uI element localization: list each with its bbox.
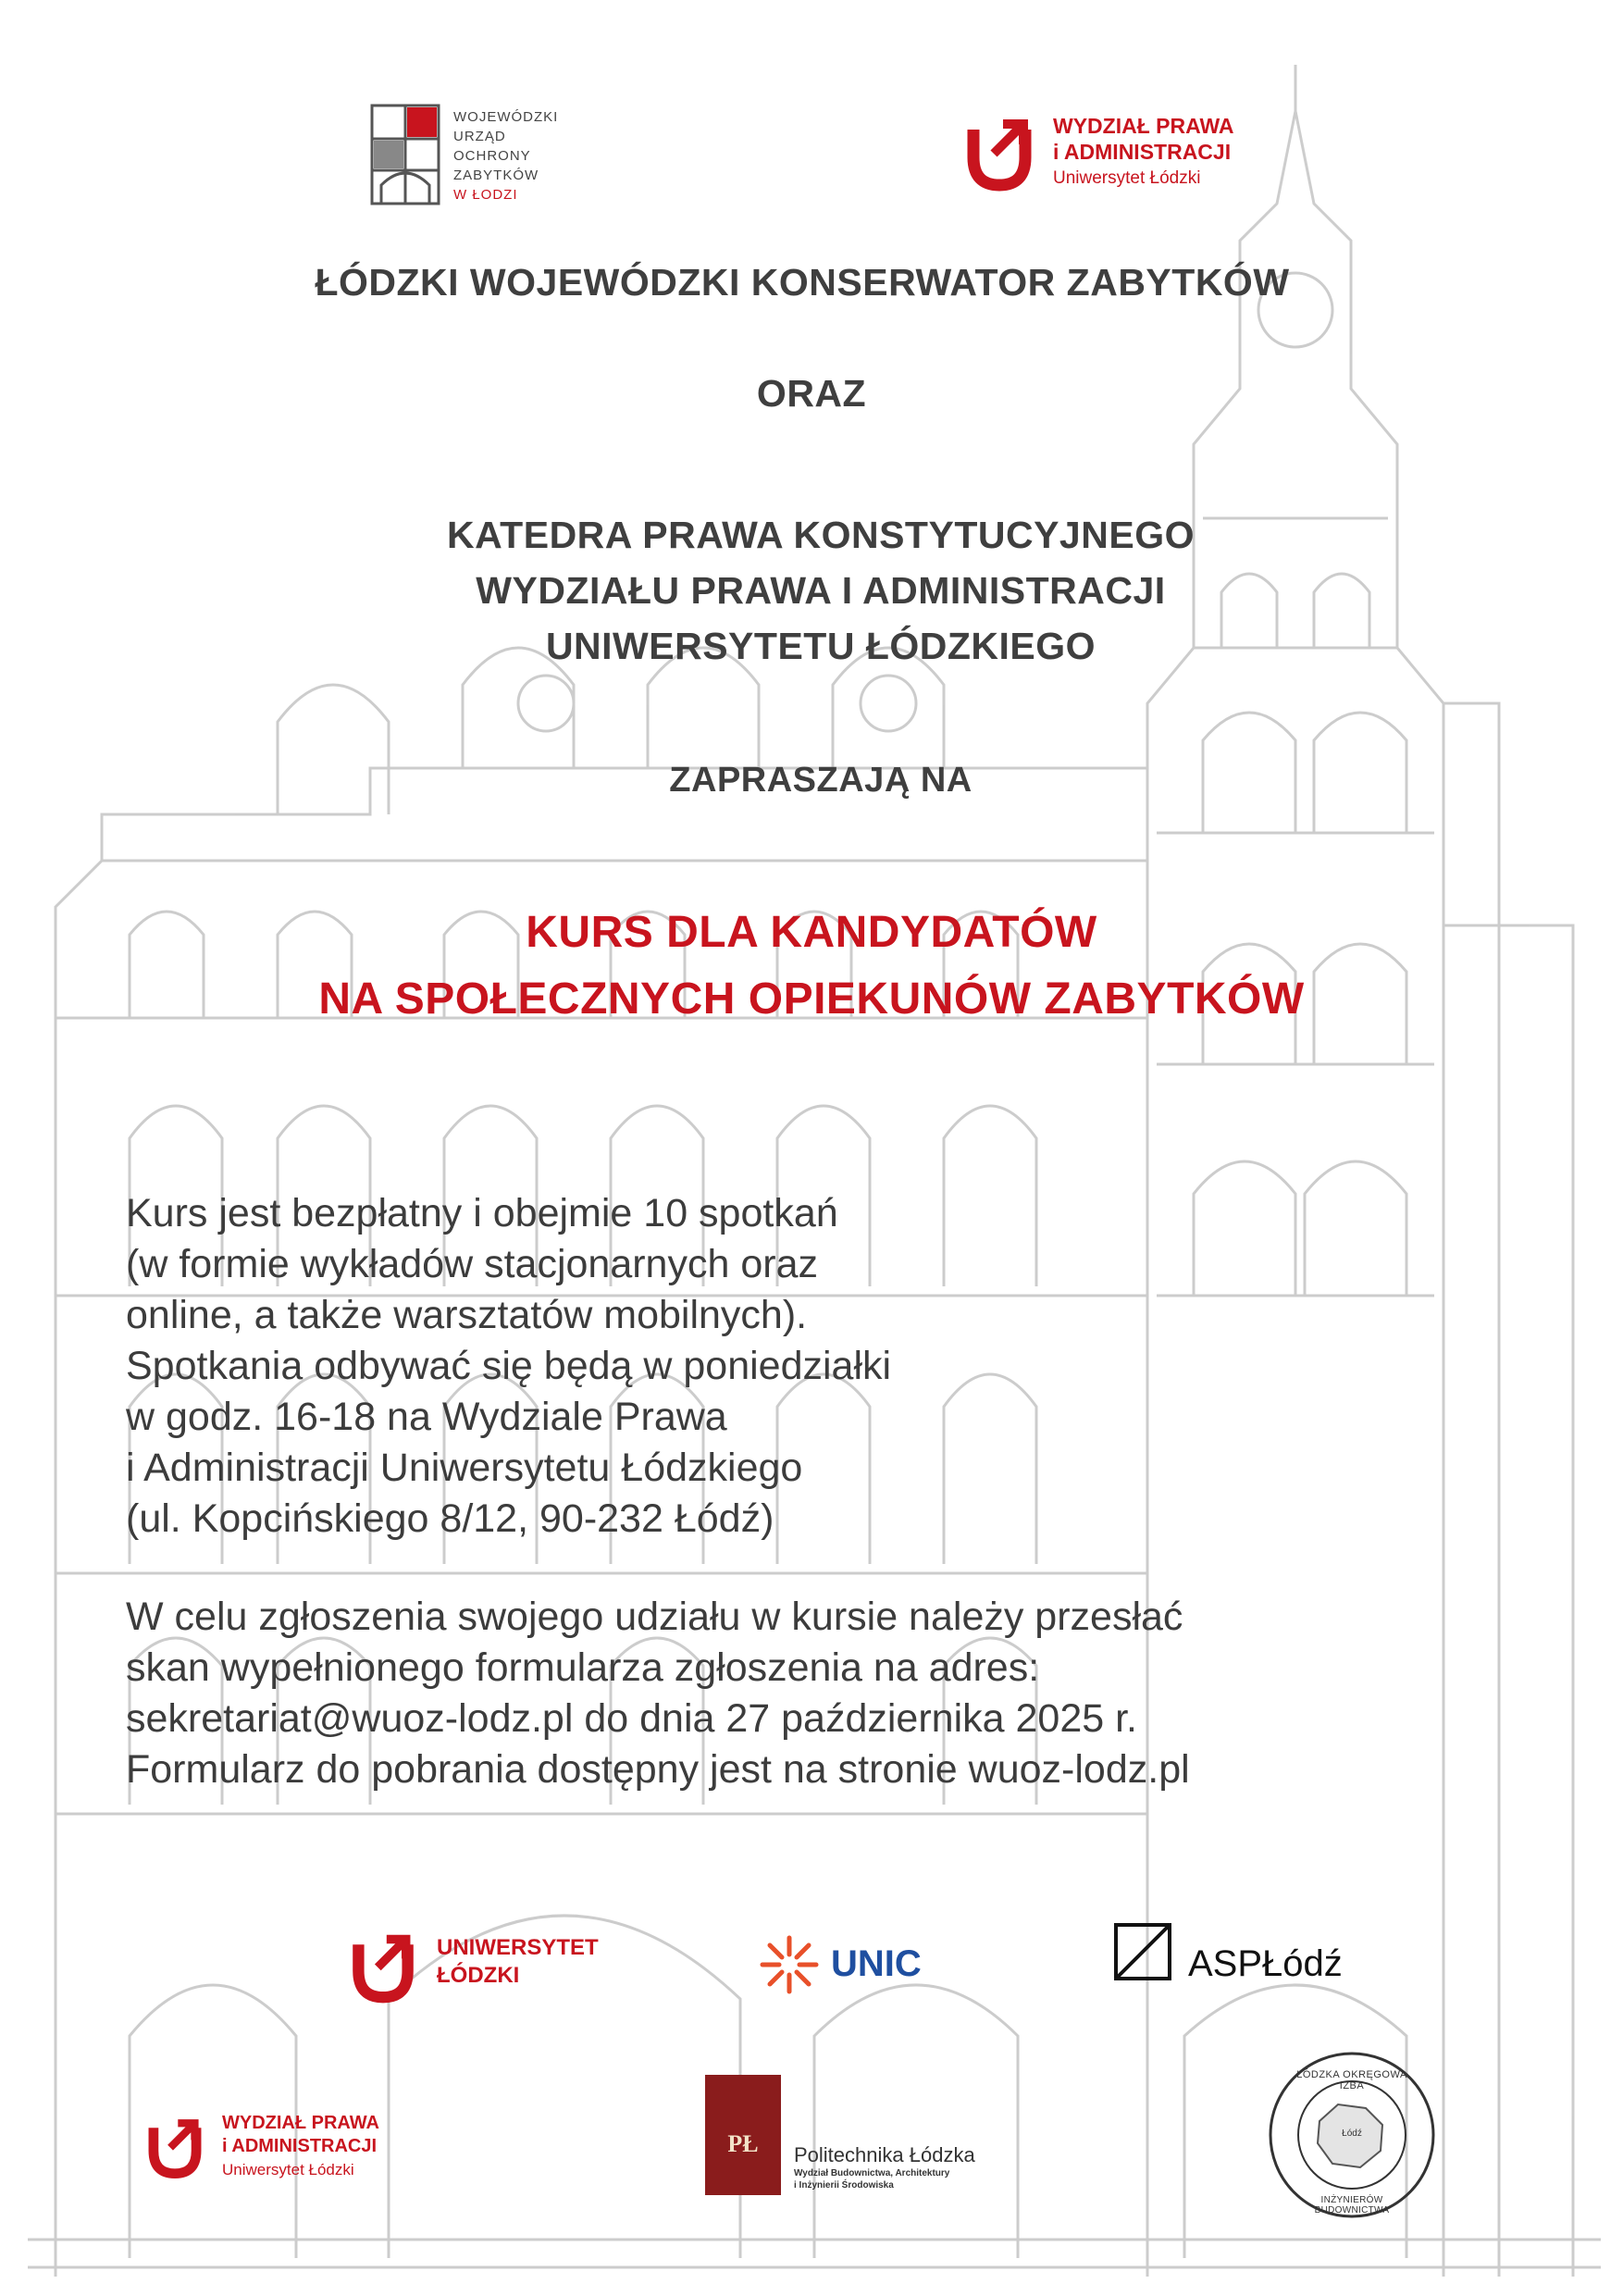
course-title — [0, 900, 1623, 1033]
unic-logo — [759, 1934, 944, 1999]
details-line: i Administracji Uniwersytetu Łódzkiego — [126, 1446, 803, 1490]
registration-line: W celu zgłoszenia swojego udziału w kursie należy przesłać — [126, 1595, 1183, 1639]
organizer-1: ŁÓDZKI WOJEWÓDZKI KONSERWATOR ZABYTKÓW — [315, 261, 1290, 304]
organizer-2-line: KATEDRA PRAWA KONSTYTUCYJNEGO — [447, 514, 1195, 556]
details-line: Spotkania odbywać się będą w poniedziałki — [126, 1344, 892, 1388]
invite-text: ZAPRASZAJĄ NA — [669, 761, 973, 800]
organizer-2-line: UNIWERSYTETU ŁÓDZKIEGO — [545, 625, 1096, 667]
unic-label: UNIC — [831, 1943, 922, 1984]
course-title-line: NA SPOŁECZNYCH OPIEKUNÓW ZABYTKÓW — [318, 974, 1305, 1024]
pl-logo — [705, 2075, 1057, 2204]
details-line: w godz. 16-18 na Wydziale Prawa — [126, 1395, 727, 1439]
ul-logo — [348, 1927, 626, 2010]
ul-arrow-icon — [144, 2112, 205, 2180]
pl-monogram: PŁ — [727, 2130, 759, 2157]
organizer-2 — [9, 507, 1623, 674]
course-title-line: KURS DLA KANDYDATÓW — [526, 908, 1097, 957]
wuoz-emblem-icon — [370, 104, 440, 205]
wuoz-logo-line: W ŁODZI — [453, 187, 518, 203]
pl-emblem — [705, 2075, 781, 2195]
registration-line: Formularz do pobrania dostępny jest na stronie wuoz-lodz.pl — [126, 1747, 1190, 1792]
loiib-logo — [1264, 2047, 1440, 2223]
registration-line: sekretariat@wuoz-lodz.pl do dnia 27 października 2025 r. — [126, 1696, 1137, 1741]
wpia-logo-line1: WYDZIAŁ PRAWA — [1053, 114, 1234, 138]
wpia-bottom-line2: i ADMINISTRACJI — [222, 2136, 378, 2156]
loiib-ring-top: ŁÓDZKA OKRĘGOWA IZBA — [1296, 2069, 1407, 2091]
wuoz-logo-line: OCHRONY — [453, 148, 531, 164]
wpia-logo-line3: Uniwersytet Łódzki — [1053, 168, 1201, 188]
course-details-paragraph — [126, 1188, 891, 1545]
ul-arrow-icon — [348, 1927, 418, 2004]
asp-label-part2: Łódź — [1262, 1943, 1343, 1984]
loiib-center: Łódź — [1342, 2128, 1362, 2139]
wpia-bottom-line1: WYDZIAŁ PRAWA — [222, 2113, 379, 2133]
wpia-logo-line2: i ADMINISTRACJI — [1053, 140, 1232, 164]
conjunction: ORAZ — [756, 372, 867, 415]
registration-line: skan wypełnionego formularza zgłoszenia na adres: — [126, 1645, 1040, 1690]
details-line: Kurs jest bezpłatny i obejmie 10 spotkań — [126, 1191, 838, 1235]
ul-arrow-icon — [962, 111, 1036, 192]
loiib-ring-bottom: INŻYNIERÓW BUDOWNICTWA — [1314, 2195, 1390, 2215]
asp-label — [1188, 1943, 1343, 1985]
wpia-logo-top — [962, 111, 1258, 204]
wpia-logo-bottom — [144, 2108, 440, 2191]
details-line: (ul. Kopcińskiego 8/12, 90-232 Łódź) — [126, 1496, 774, 1541]
details-line: (w formie wykładów stacjonarnych oraz — [126, 1242, 818, 1286]
ul-logo-line1: UNIWERSYTET — [437, 1935, 599, 1960]
organizer-2-line: WYDZIAŁU PRAWA I ADMINISTRACJI — [476, 569, 1166, 612]
pl-sub2: i Inżynierii Środowiska — [794, 2180, 894, 2191]
wpia-bottom-line3: Uniwersytet Łódzki — [222, 2161, 354, 2178]
wuoz-logo-line: URZĄD — [453, 129, 506, 144]
unic-sun-icon — [759, 1934, 820, 1995]
asp-label-part1: ASP — [1188, 1943, 1263, 1984]
pl-sub1: Wydział Budownictwa, Architektury — [794, 2168, 950, 2178]
ul-logo-line2: ŁÓDZKI — [437, 1963, 520, 1988]
pl-name: Politechnika Łódzka — [794, 2143, 975, 2166]
registration-paragraph — [126, 1592, 1190, 1795]
wuoz-logo-line: WOJEWÓDZKI — [453, 109, 559, 125]
details-line: online, a także warsztatów mobilnych). — [126, 1293, 808, 1337]
asp-square-icon — [1114, 1923, 1171, 1980]
wuoz-logo-line: ZABYTKÓW — [453, 168, 539, 183]
wuoz-logo — [370, 104, 611, 215]
asp-logo — [1114, 1919, 1355, 2012]
